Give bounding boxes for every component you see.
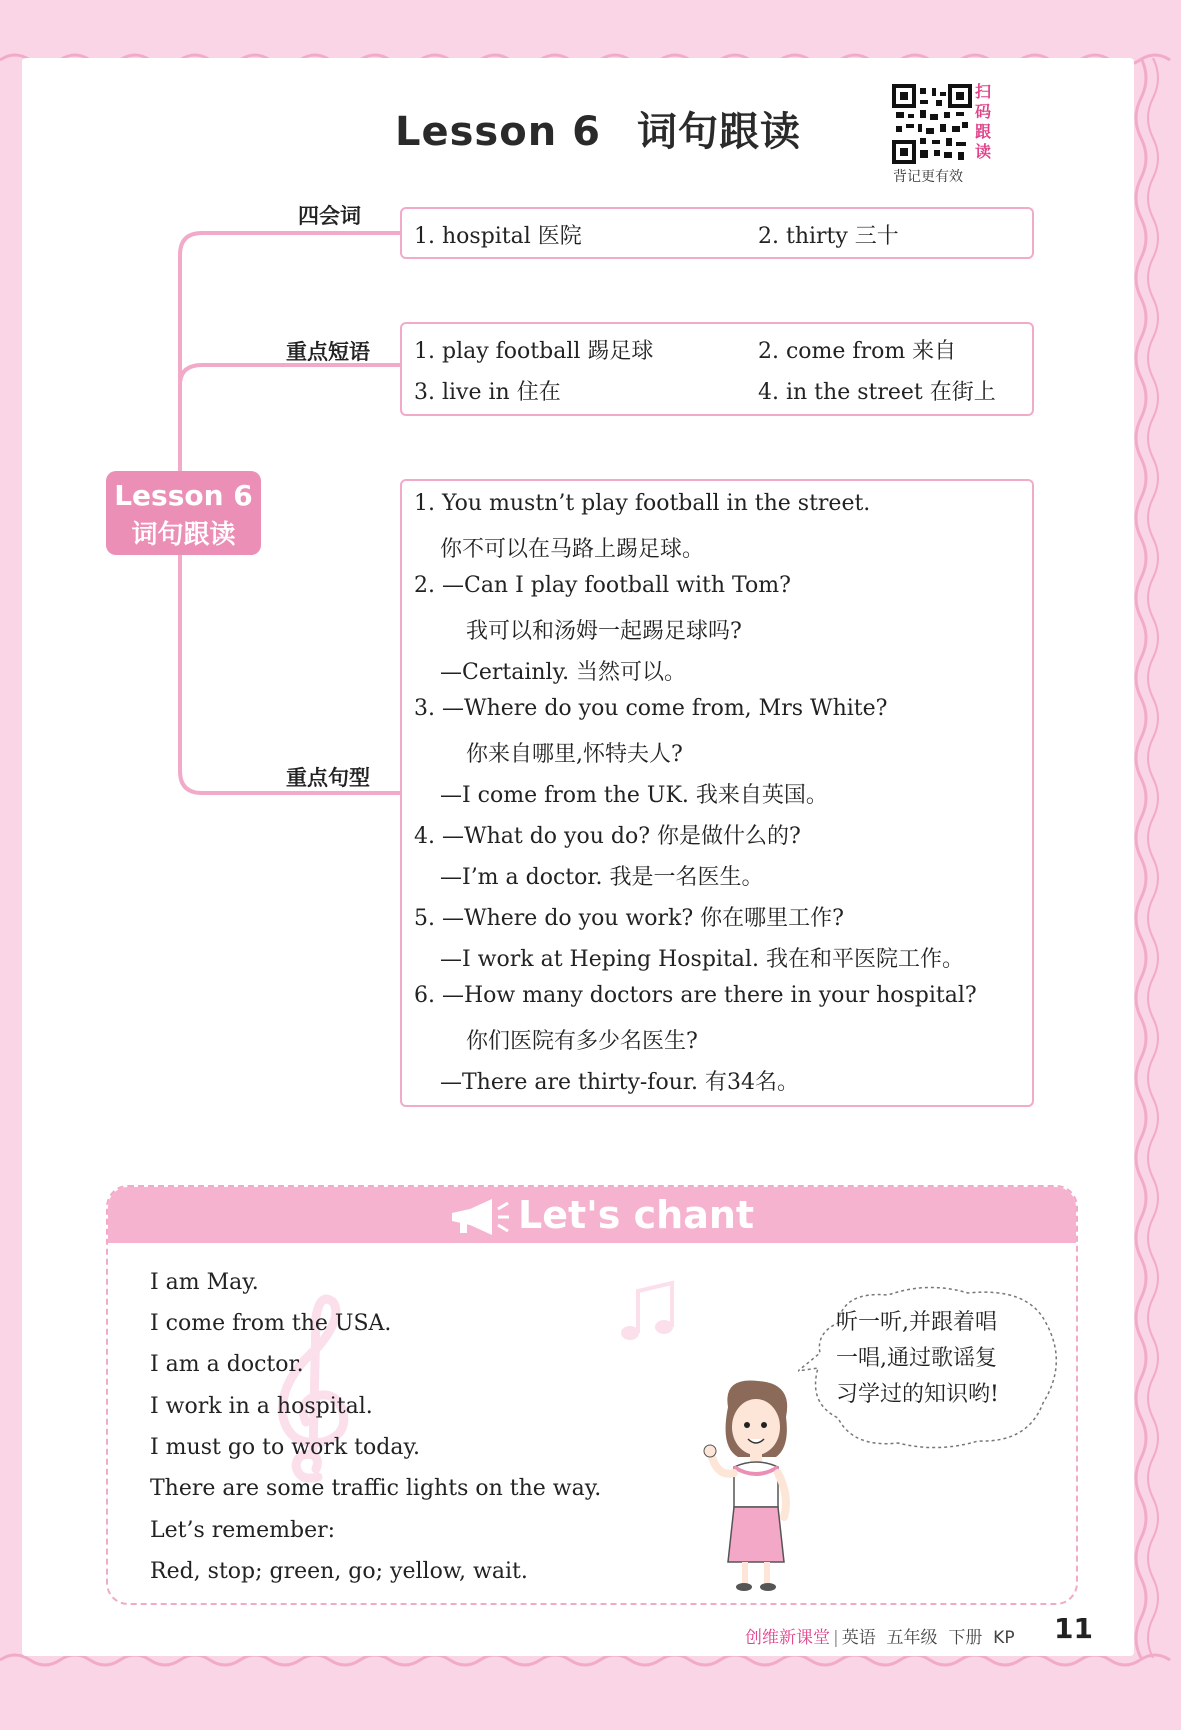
- sentence-line: 2. —Can I play football with Tom?: [414, 573, 791, 598]
- page-title: [395, 100, 801, 157]
- qr-side-char-3: 跟: [975, 122, 992, 141]
- sentence-line: —I come from the UK. 我来自英国。: [440, 783, 828, 808]
- footer-brand: 创维新课堂: [745, 1628, 830, 1648]
- sentence-line: —Certainly. 当然可以。: [440, 660, 687, 685]
- phrase-item: 3. live in 住在: [414, 380, 561, 405]
- chant-line: I am May.: [150, 1270, 259, 1295]
- sentence-line: —There are thirty-four. 有34名。: [440, 1070, 799, 1095]
- chant-line: I must go to work today.: [150, 1435, 420, 1460]
- music-notes-icon: [618, 1277, 678, 1347]
- qr-side-char-2: 码: [975, 102, 992, 121]
- word-item: 1. hospital 医院: [414, 224, 582, 249]
- footer-volume: 下册: [948, 1628, 983, 1648]
- lesson-badge: [106, 471, 261, 555]
- footer-subject: 英语: [841, 1628, 876, 1648]
- megaphone-icon: [448, 1197, 510, 1237]
- chant-line: I am a doctor.: [150, 1352, 304, 1377]
- lesson-badge-line1: Lesson 6: [114, 479, 253, 512]
- chant-title: Let's chant: [518, 1193, 755, 1237]
- sentence-line: 你不可以在马路上踢足球。: [440, 537, 705, 562]
- qr-caption: 背记更有效: [893, 169, 963, 185]
- qr-side-char-4: 读: [975, 142, 992, 161]
- phrases-label: 重点短语: [286, 340, 370, 364]
- sentence-line: 你们医院有多少名医生?: [466, 1029, 698, 1054]
- qr-code-icon[interactable]: [892, 84, 972, 164]
- bubble-line: 一唱,通过歌谣复: [836, 1346, 997, 1371]
- qr-side-char-1: 扫: [975, 82, 992, 101]
- chant-line: Red, stop; green, go; yellow, wait.: [150, 1559, 528, 1584]
- sentence-line: —I’m a doctor. 我是一名医生。: [440, 865, 764, 890]
- sentence-line: 你来自哪里,怀特夫人?: [466, 742, 683, 767]
- phrases-box: [400, 322, 1034, 416]
- chant-line: I work in a hospital.: [150, 1394, 373, 1419]
- footer-edition: KP: [993, 1628, 1015, 1648]
- sentence-line: 6. —How many doctors are there in your hospital?: [414, 983, 977, 1008]
- bubble-line: 习学过的知识哟!: [836, 1382, 999, 1407]
- bubble-line: 听一听,并跟着唱: [836, 1310, 997, 1335]
- sentence-line: 4. —What do you do? 你是做什么的?: [414, 824, 801, 849]
- sentences-box: [400, 479, 1034, 1107]
- sentence-line: 我可以和汤姆一起踢足球吗?: [466, 619, 742, 644]
- chant-line: There are some traffic lights on the way.: [150, 1476, 602, 1501]
- phrase-item: 2. come from 来自: [758, 339, 957, 364]
- sentences-label: 重点句型: [286, 766, 370, 790]
- footer-grade: 五年级: [886, 1628, 938, 1648]
- page-number: 11: [1054, 1612, 1093, 1645]
- lesson-badge-line2: 词句跟读: [131, 520, 236, 550]
- chant-panel: [106, 1185, 1078, 1605]
- phrase-item: 1. play football 踢足球: [414, 339, 654, 364]
- footer-info: 创维新课堂 | 英语 五年级 下册 KP: [745, 1628, 1015, 1648]
- sentence-line: —I work at Heping Hospital. 我在和平医院工作。: [440, 947, 964, 972]
- words-label: 四会词: [298, 204, 361, 228]
- title-english: Lesson 6: [395, 109, 601, 155]
- chant-line: I come from the USA.: [150, 1311, 392, 1336]
- phrase-item: 4. in the street 在街上: [758, 380, 996, 405]
- chant-header-bar: [108, 1187, 1076, 1243]
- title-chinese: 词句跟读: [636, 109, 801, 155]
- right-wave-border: [1121, 58, 1181, 1658]
- sentence-line: 5. —Where do you work? 你在哪里工作?: [414, 906, 844, 931]
- word-item: 2. thirty 三十: [758, 224, 899, 249]
- chant-line: Let’s remember:: [150, 1518, 336, 1543]
- girl-character-illustration: [698, 1377, 808, 1597]
- qr-side-label: [975, 82, 993, 162]
- bubble-text: [836, 1305, 1036, 1413]
- sentence-line: 3. —Where do you come from, Mrs White?: [414, 696, 888, 721]
- sentence-line: 1. You mustn’t play football in the street.: [414, 491, 871, 516]
- words-box: [400, 207, 1034, 259]
